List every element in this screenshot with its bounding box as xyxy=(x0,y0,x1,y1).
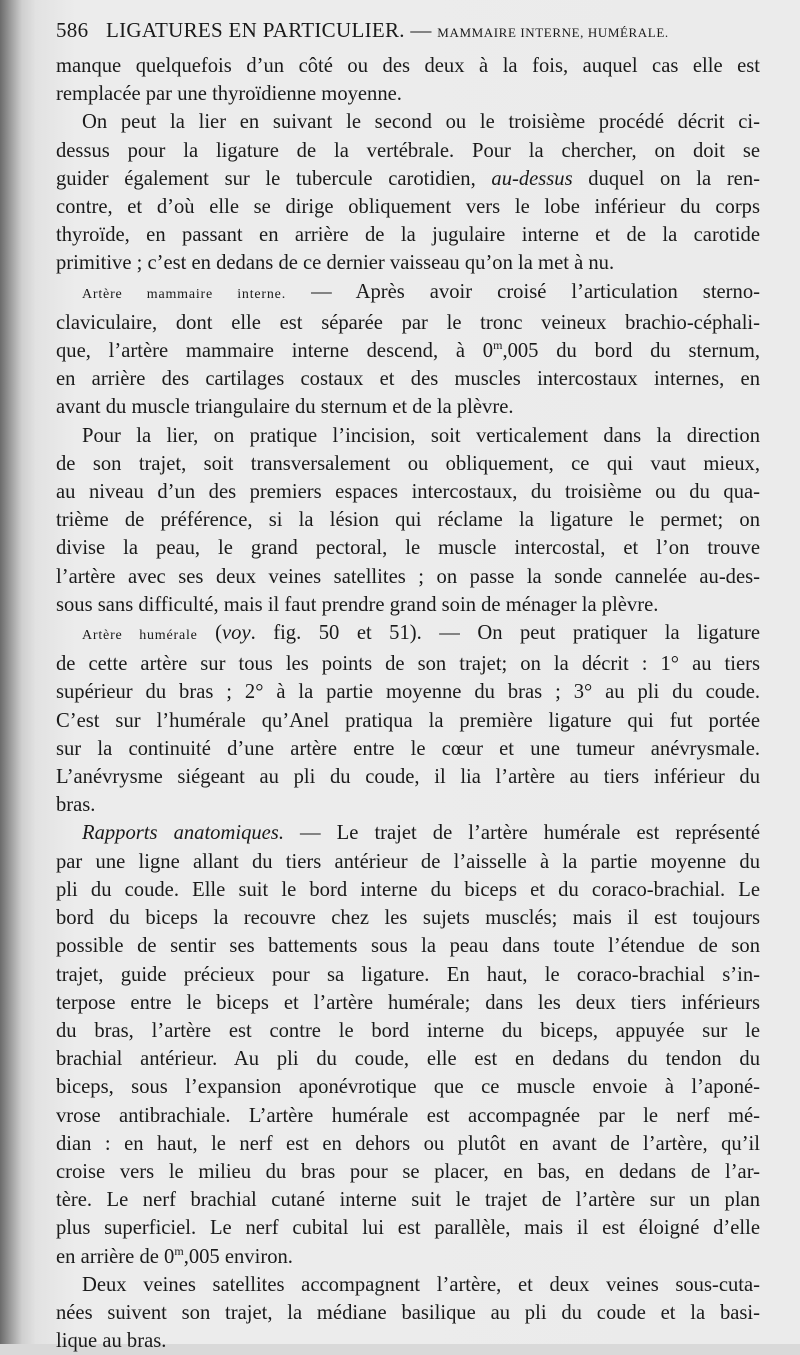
text-line: terpose entre le biceps et l’artère humérale; dans les deux tiers inférieurs xyxy=(56,991,760,1014)
body-text xyxy=(56,52,760,1355)
section-heading-mammaire: Artère mammaire interne. xyxy=(82,286,286,302)
text-line: bras. xyxy=(56,794,96,817)
text-line: nées suivent son trajet, la médiane basilique au pli du coude et la basi- xyxy=(56,1301,760,1324)
book-gutter xyxy=(0,0,36,1344)
text-line: Rapports anatomiques. — Le trajet de l’artère humérale est représenté xyxy=(82,822,760,845)
text-line: en arrière des cartilages costaux et des muscles intercostaux internes, en xyxy=(56,368,760,391)
text-line: avant du muscle triangulaire du sternum et de la plèvre. xyxy=(56,396,514,419)
page-number: 586 xyxy=(56,18,89,42)
text-line: par une ligne allant du tiers antérieur de l’aisselle à la partie moyenne du xyxy=(56,850,760,873)
text-line: dian : en haut, le nerf est en dehors ou plutôt en avant de l’artère, qu’il xyxy=(56,1132,760,1155)
text-line: Deux veines satellites accompagnent l’artère, et deux veines sous-cuta- xyxy=(82,1273,760,1296)
text-line: lique au bras. xyxy=(56,1330,167,1353)
text-line: C’est sur l’humérale qu’Anel pratiqua la première ligature qui fut portée xyxy=(56,709,760,732)
text-line: divise la peau, le grand pectoral, le muscle intercostal, et l’on trouve xyxy=(56,537,760,560)
text-line: manque quelquefois d’un côté ou des deux à la fois, auquel cas elle est xyxy=(56,55,760,77)
text-line: l’artère avec ses deux veines satellites ; on passe la sonde cannelée au-des- xyxy=(56,565,760,588)
text-line: biceps, sous l’expansion aponévrotique que ce muscle envoie à l’aponé- xyxy=(56,1076,760,1099)
text-line: On peut la lier en suivant le second ou le troisième procédé décrit ci- xyxy=(82,111,760,134)
text-line: supérieur du bras ; 2° à la partie moyenne du bras ; 3° au pli du coude. xyxy=(56,681,760,704)
text-line: trajet, guide précieux pour sa ligature. En haut, le coraco-brachial s’in- xyxy=(56,963,760,986)
text-line: dessus pour la ligature de la vertébrale. Pour la chercher, on doit se xyxy=(56,139,760,162)
text-line: sous sans difficulté, mais il faut prendre grand soin de ménager la plèvre. xyxy=(56,593,659,616)
text-line: possible de sentir ses battements sous la peau dans toute l’étendue de son xyxy=(56,935,760,958)
italic-term: au-dessus xyxy=(491,167,573,190)
text-line: que, l’artère mammaire interne descend, à 0$^m$,005 du bord du sternum, xyxy=(56,338,760,363)
text-line: L’anévrysme siégeant au pli du coude, il lia l’artère au tiers inférieur du xyxy=(56,766,760,789)
text-line: croise vers le milieu du bras pour se placer, en bas, en dedans de l’ar- xyxy=(56,1160,760,1183)
text-line: claviculaire, dont elle est séparée par le tronc veineux brachio-céphali- xyxy=(56,311,760,334)
text-line: plus superficiel. Le nerf cubital lui est parallèle, mais il est éloigné d’elle xyxy=(56,1217,760,1240)
text-line: vrose antibrachiale. L’artère humérale est accompagnée par le nerf mé- xyxy=(56,1104,760,1127)
text-line: primitive ; c’est en dedans de ce dernier vaisseau qu’on la met à nu. xyxy=(56,252,615,275)
text-line: remplacée par une thyroïdienne moyenne. xyxy=(56,83,402,106)
text-line: thyroïde, en passant en arrière de la jugulaire interne et de la carotide xyxy=(56,224,760,247)
text-line: Artère mammaire interne. — Après avoir croisé l’articulation sterno- xyxy=(82,280,760,303)
text-line: au niveau d’un des premiers espaces intercostaux, du troisième ou du qua- xyxy=(56,481,760,504)
text-line: du bras, l’artère est contre le bord interne du biceps, appuyée sur le xyxy=(56,1019,760,1042)
section-heading-humerale: Artère humérale xyxy=(82,628,198,644)
subsection-heading-rapports: Rapports anatomiques. xyxy=(82,822,284,845)
text-line: Artère humérale (voy. fig. 50 et 51). — On peut pratiquer la ligature xyxy=(82,622,760,645)
running-header xyxy=(56,18,756,43)
header-section: MAMMAIRE INTERNE, HUMÉRALE. xyxy=(437,25,669,40)
text-line: de cette artère sur tous les points de son trajet; on la décrit : 1° au tiers xyxy=(56,653,760,676)
text-line: en arrière de 0$^m$,005 environ. xyxy=(56,1243,293,1268)
text-line: de son trajet, soit transversalement ou obliquement, ce qui vaut mieux, xyxy=(56,452,760,475)
text-line: trième de préférence, si la lésion qui réclame la ligature le permet; on xyxy=(56,509,760,532)
text-line: Pour la lier, on pratique l’incision, soit verticalement dans la direction xyxy=(82,424,760,447)
text-line: sur la continuité d’une artère entre le cœur et une tumeur anévrysmale. xyxy=(56,737,760,760)
header-dash: — xyxy=(410,18,432,42)
text-line: brachial antérieur. Au pli du coude, elle est en dedans du tendon du xyxy=(56,1048,760,1071)
header-title: LIGATURES EN PARTICULIER. xyxy=(105,18,405,42)
text-line: guider également sur le tubercule carotidien, au-dessus duquel on la ren- xyxy=(56,167,760,190)
text-line: tère. Le nerf brachial cutané interne suit le trajet de l’artère sur un plan xyxy=(56,1189,760,1212)
text-line: pli du coude. Elle suit le bord interne du biceps et du coraco-brachial. Le xyxy=(56,878,760,901)
text-line: bord du biceps la recouvre chez les sujets musclés; mais il est toujours xyxy=(56,907,760,930)
text-line: contre, et d’où elle se dirige obliquement vers le lobe inférieur du corps xyxy=(56,196,760,219)
